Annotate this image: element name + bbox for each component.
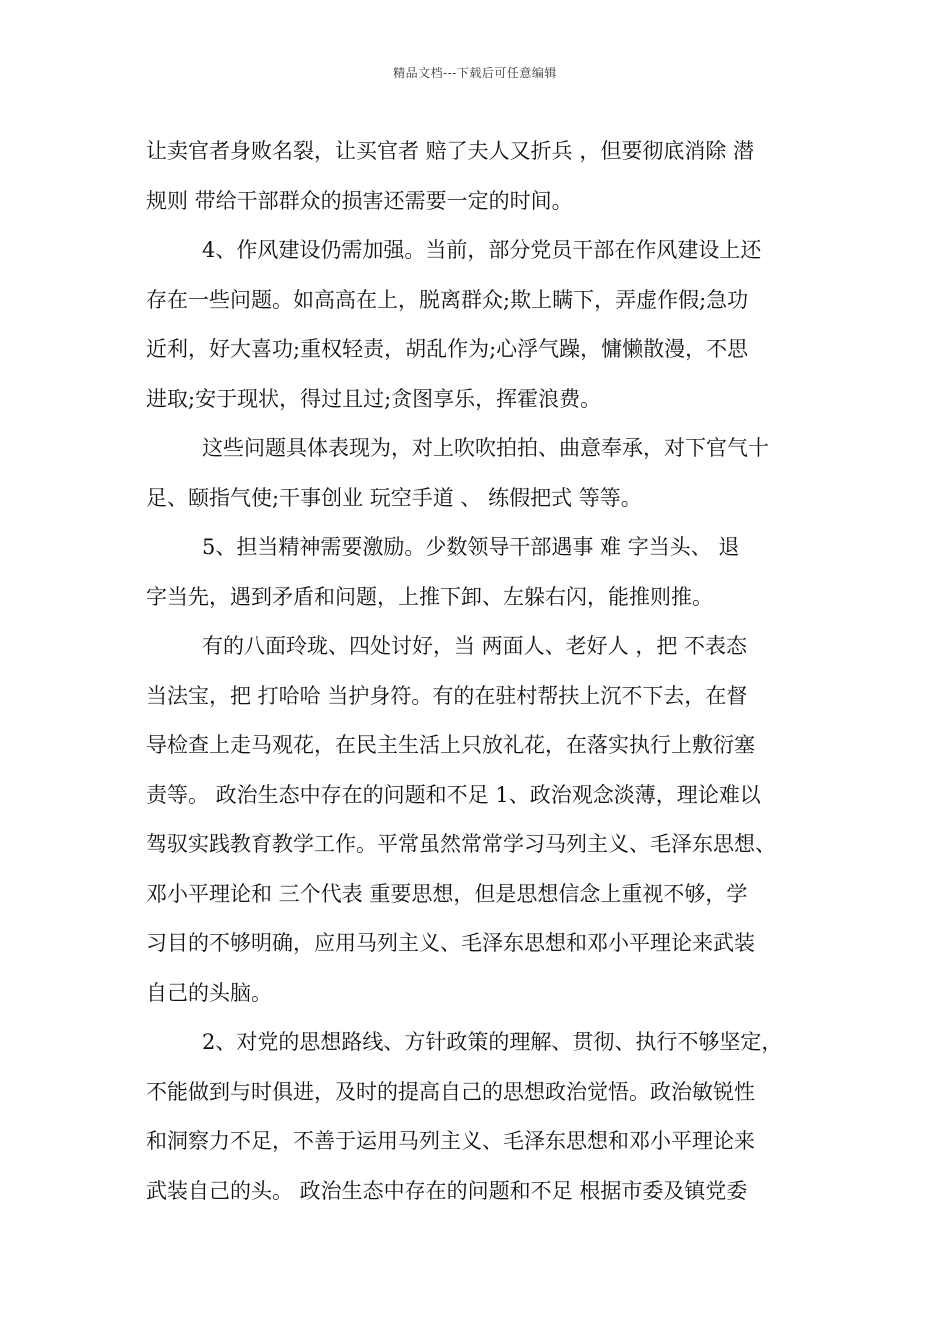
text-line: 武装自己的头。 政治生态中存在的问题和不足 根据市委及镇党委 [146,1178,748,1203]
text-line: 近利，好大喜功;重权轻责，胡乱作为;心浮气躁，慵懒散漫，不思 [146,337,749,361]
text-line: 2、对党的思想路线、方针政策的理解、贯彻、执行不够坚定， [202,1030,783,1054]
text-line: 字当先，遇到矛盾和问题，上推下卸、左躲右闪，能推则推。 [146,584,713,609]
page-header: 精品文档---下载后可任意编辑 [393,66,557,80]
document-body [146,127,806,1216]
text-line: 导检查上走马观花，在民主生活上只放礼花，在落实执行上敷衍塞 [146,733,755,757]
text-line: 责等。 政治生态中存在的问题和不足 1、政治观念淡薄，理论难以 [146,782,761,807]
text-line: 驾驭实践教育教学工作。平常虽然常常学习马列主义、毛泽东思想、 [146,832,776,856]
text-line: 自己的头脑。 [146,980,272,1005]
text-line: 习目的不够明确，应用马列主义、毛泽东思想和邓小平理论来武装 [146,931,755,955]
text-line: 让卖官者身败名裂，让买官者 赔了夫人又折兵 ，但要彻底消除 潜 [146,139,755,163]
text-line: 4、作风建设仍需加强。当前，部分党员干部在作风建设上还 [202,238,762,262]
text-line: 当法宝，把 打哈哈 当护身符。有的在驻村帮扶上沉不下去，在督 [146,683,748,708]
text-line: 存在一些问题。如高高在上，脱离群众;欺上瞒下，弄虚作假;急功 [146,287,749,312]
text-line: 进取;安于现状，得过且过;贪图享乐，挥霍浪费。 [146,386,602,411]
text-line: 规则 带给干部群众的损害还需要一定的时间。 [146,188,573,213]
text-line: 这些问题具体表现为，对上吹吹拍拍、曲意奉承，对下官气十 [202,436,769,460]
text-line: 有的八面玲珑、四处讨好，当 两面人、老好人 ，把 不表态 [202,634,748,658]
text-line: 邓小平理论和 三个代表 重要思想，但是思想信念上重视不够，学 [146,881,748,906]
text-line: 不能做到与时俱进，及时的提高自己的思想政治觉悟。政治敏锐性 [146,1079,755,1104]
text-line: 和洞察力不足，不善于运用马列主义、毛泽东思想和邓小平理论来 [146,1129,755,1153]
text-line: 足、颐指气使;干事创业 玩空手道 、 练假把式 等等。 [146,485,642,510]
text-line: 5、担当精神需要激励。少数领导干部遇事 难 字当头、 退 [202,535,740,559]
